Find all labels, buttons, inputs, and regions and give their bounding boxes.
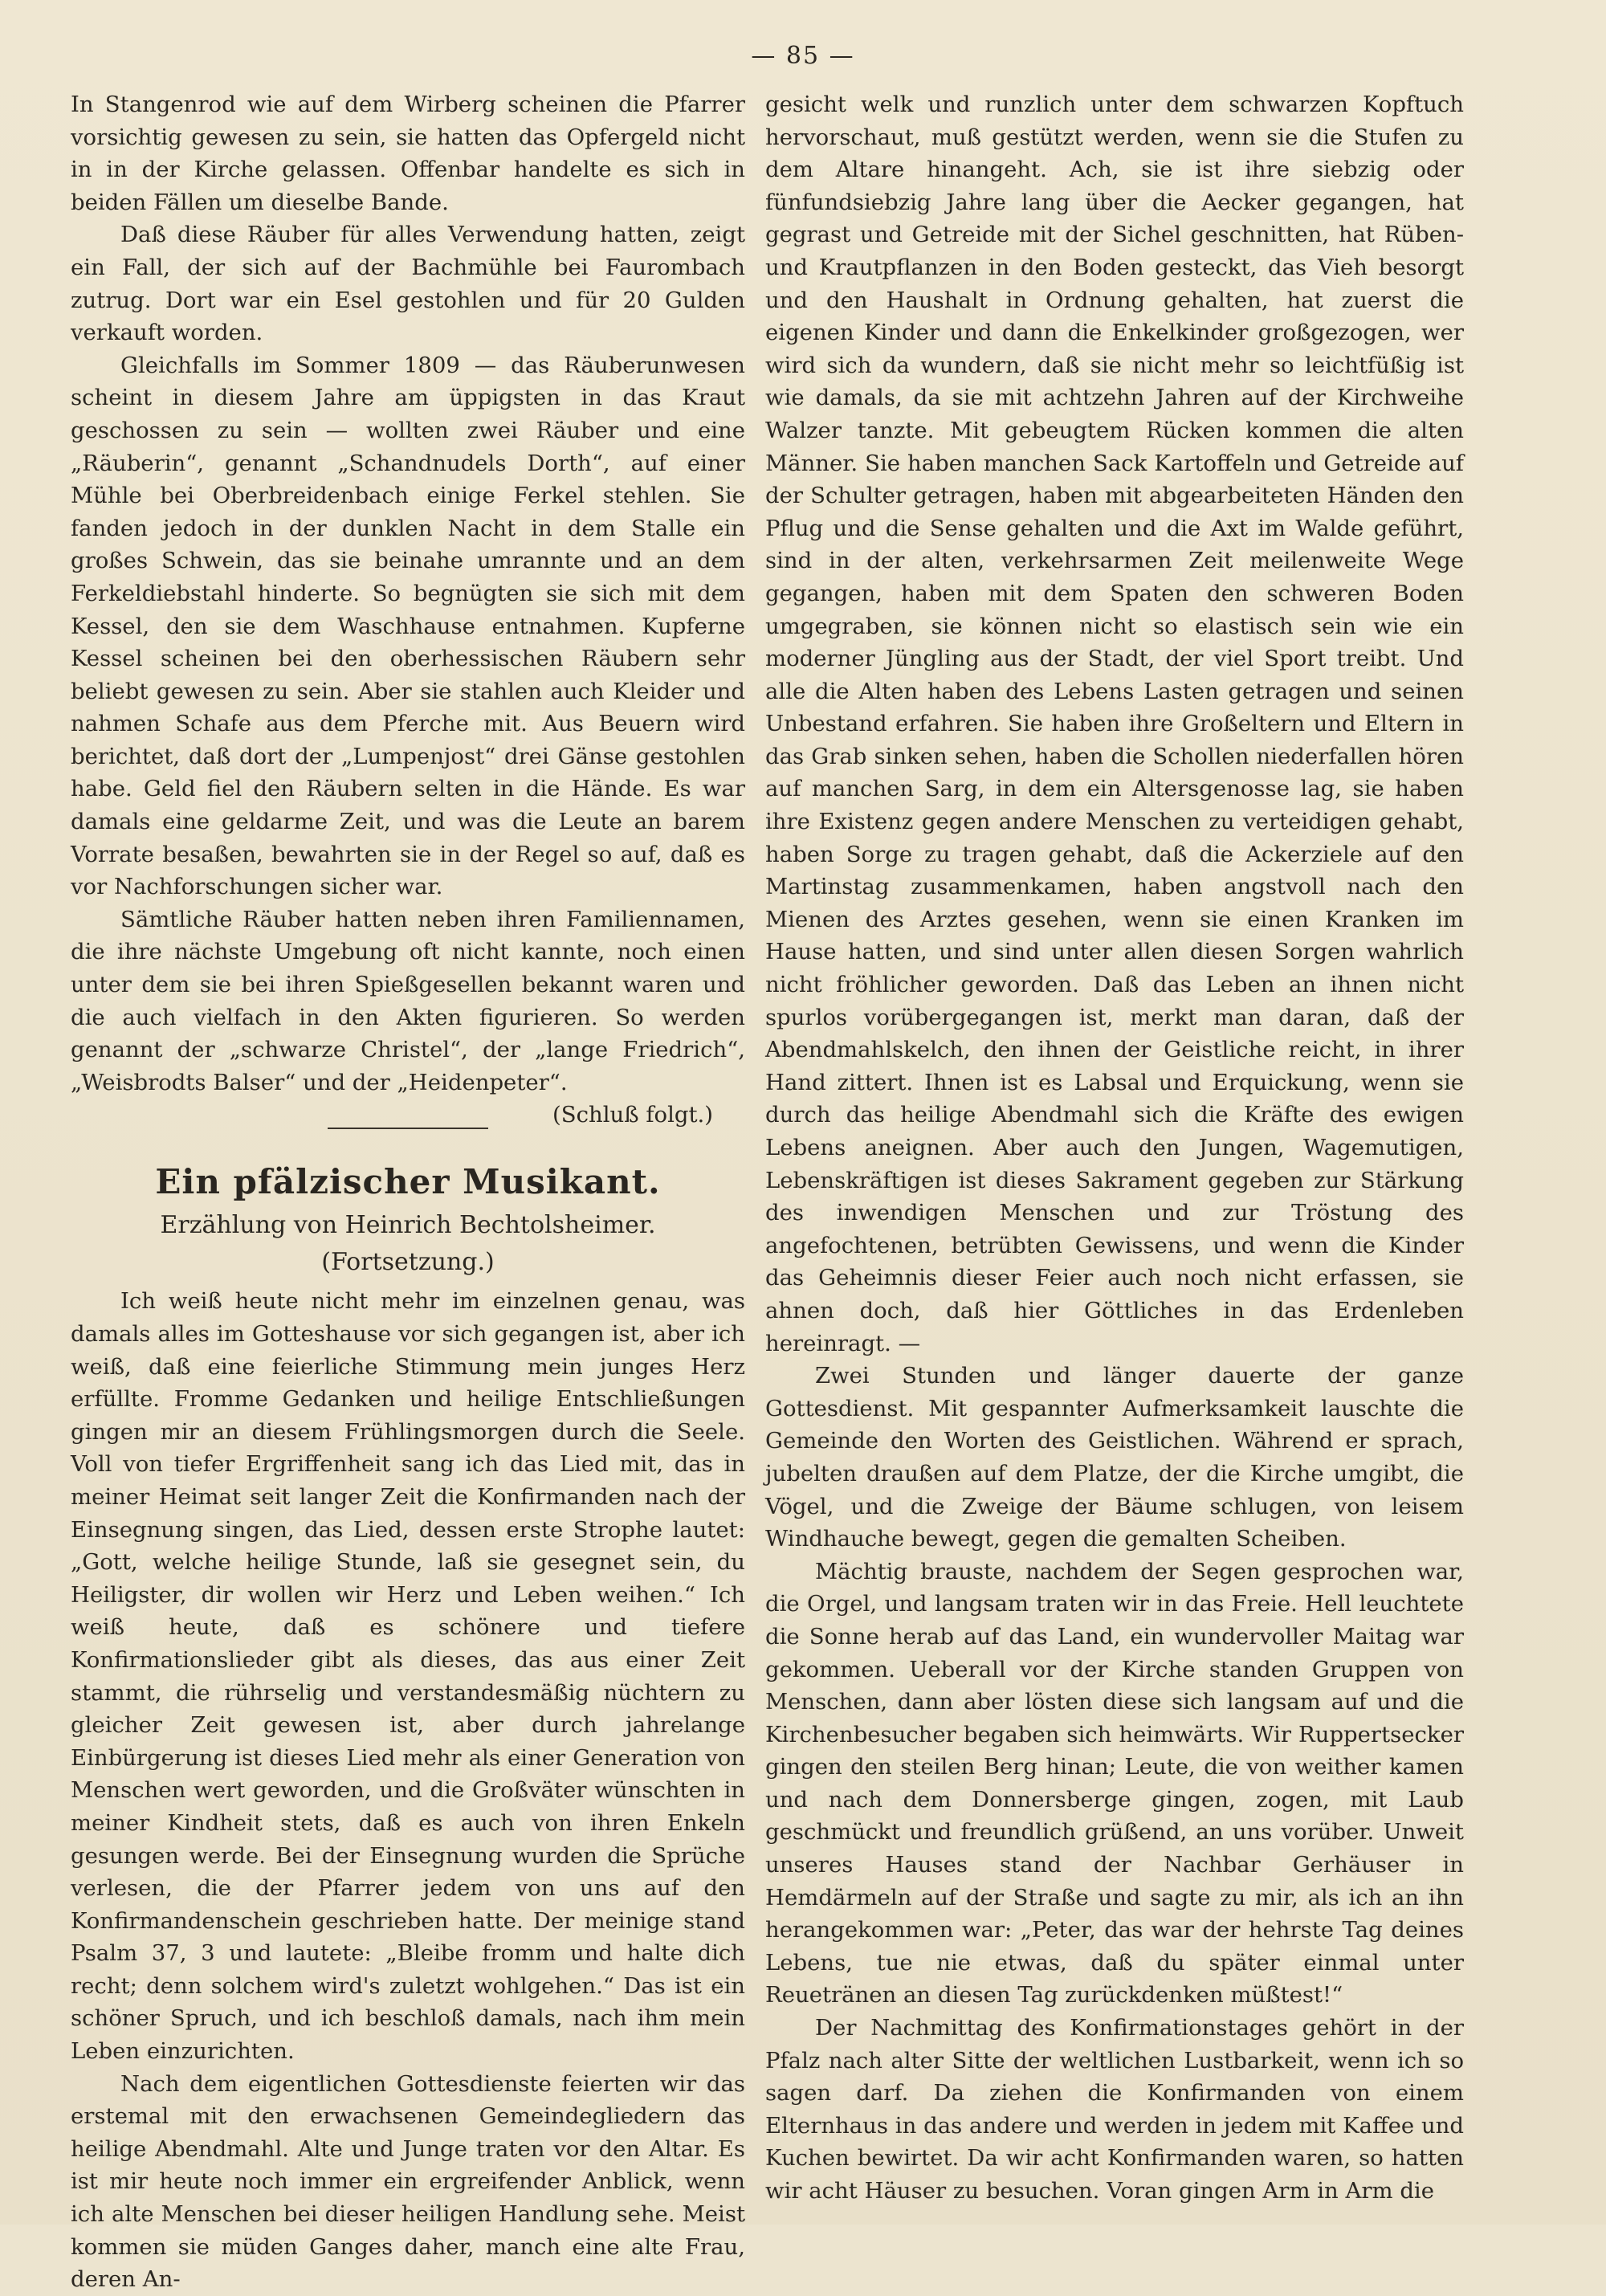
story-byline: Erzählung von Heinrich Bechtolsheimer. bbox=[160, 1211, 656, 1240]
right-column bbox=[765, 88, 1464, 2208]
story-paragraph-old-people: gesicht welk und runzlich unter dem schwarzen Kopftuch hervorschaut, muß gestützt werden, wenn sie die Stufen zu dem Altare hinangeht. Ach, sie ist ihre siebzig oder fünfundsiebzig Jahre lang über die Aecker gegangen, hat gegrast und Getreide mit der Sichel geschnitten, hat Rüben- und Krautpflanzen in den Boden gesteckt, das Vieh besorgt und den Haushalt in Ordnung gehalten, hat zuerst die eigenen Kinder und dann die Enkelkinder großgezogen, wer wird sich da wundern, daß sie nicht mehr so leichtfüßig ist wie damals, da sie mit achtzehn Jahren auf der Kirchweihe Walzer tanzte. Mit gebeugtem Rücken kommen die alten Männer. Sie haben manchen Sack Kartoffeln und Getreide auf der Schulter getragen, haben mit abgearbeiteten Händen den Pflug und die Sense gehalten und die Axt im Walde geführt, sind in der alten, verkehrsarmen Zeit meilenweite Wege gegangen, haben mit dem Spaten den schweren Boden umgegraben, sie können nicht so elastisch sein wie ein moderner Jüngling aus der Stadt, der viel Sport treibt. Und alle die Alten haben des Lebens Lasten getragen und seinen Unbestand erfahren. Sie haben ihre Großeltern und Eltern in das Grab sinken sehen, haben die Schollen niederfallen hören auf manchen Sarg, in dem ein Altersgenosse lag, sie haben ihre Existenz gegen andere Menschen zu verteidigen gehabt, haben Sorge zu tragen gehabt, daß die Ackerziele auf den Martinstag zusammenkamen, haben angstvoll nach den Mienen des Arztes gesehen, wenn sie einen Kranken im Hause hatten, und sind unter allen diesen Sorgen wahrlich nicht fröhlicher geworden. Daß das Leben an ihnen nicht spurlos vorübergegangen ist, merkt man daran, daß der Abendmahlskelch, den ihnen der Geistliche reicht, in ihrer Hand zittert. Ihnen ist es Labsal und Erquickung, wenn sie durch das heilige Abendmahl sich die Kräfte des ewigen Lebens aneignen. Aber auch den Jungen, Wagemutigen, Lebenskräftigen ist dieses Sakrament gegeben zur Stärkung des inwendigen Menschen und zur Tröstung des angefochtenen, betrübten Gewissens, und wenn die Kinder das Geheimnis dieser Feier auch noch nicht erfassen, sie ahnen doch, daß hier Göttliches in das Erdenleben hereinragt. — bbox=[765, 92, 1464, 1356]
story-continuation-label: (Fortsetzung.) bbox=[321, 1248, 495, 1277]
story-paragraph-confirmation: Ich weiß heute nicht mehr im einzelnen genau, was damals alles im Gotteshause vor sich gegangen ist, aber ich weiß, daß eine feierliche Stimmung mein junges Herz erfüllte. Fromme Gedanken und heilige Entschließungen gingen mir an diesem Frühlingsmorgen durch die Seele. Voll von tiefer Ergriffenheit sang ich das Lied mit, das in meiner Heimat seit langer Zeit die Konfirmanden nach der Einsegnung singen, das Lied, dessen erste Strophe lautet: „Gott, welche heilige Stunde, laß sie gesegnet sein, du Heiligster, dir wollen wir Herz und Leben weihen.“ Ich weiß heute, daß es schönere und tiefere Konfirmationslieder gibt als dieses, das aus einer Zeit stammt, die rührselig und verstandesmäßig nüchtern zu gleicher Zeit gewesen ist, aber durch jahrelange Einbürgerung ist dieses Lied mehr als einer Generation von Menschen wert geworden, und die Großväter wünschten in meiner Kindheit stets, daß es auch von ihren Enkeln gesungen werde. Bei der Einsegnung wurden die Sprüche verlesen, die der Pfarrer jedem von uns auf den Konfirmandenschein geschrieben hatte. Der meinige stand Psalm 37, 3 und lautete: „Bleibe fromm und halte dich recht; denn solchem wird's zuletzt wohlgehen.“ Das ist ein schöner Spruch, und ich beschloß damals, nach ihm mein Leben einzurichten. bbox=[71, 1288, 745, 2065]
story-paragraph-service-duration: Zwei Stunden und länger dauerte der ganze Gottesdienst. Mit gespannter Aufmerksamkeit lauschte die Gemeinde den Worten des Geistlichen. Während er sprach, jubelten draußen auf dem Platze, der die Kirche umgibt, die Vögel, und die Zweige der Bäume schlugen, von leisem Windhauche bewegt, gegen die gemalten Scheiben. bbox=[765, 1363, 1464, 1552]
story-paragraph-afternoon: Der Nachmittag des Konfirmationstages gehört in der Pfalz nach alter Sitte der weltlichen Lustbarkeit, wenn ich so sagen darf. Da ziehen die Konfirmanden von einem Elternhaus in das andere und werden in jedem mit Kaffee und Kuchen bewirtet. Da wir acht Konfirmanden waren, so hatten wir acht Häuser zu besuchen. Voran gingen Arm in Arm die bbox=[765, 2015, 1464, 2204]
story-paragraph-communion: Nach dem eigentlichen Gottesdienste feierten wir das erstemal mit den erwachsenen Gemeindegliedern das heilige Abendmahl. Alte und Junge traten vor den Altar. Es ist mir heute noch immer ein ergreifender Anblick, wenn ich alte Menschen bei dieser heiligen Handlung sehe. Meist kommen sie müden Ganges daher, manch eine alte Frau, deren An- bbox=[71, 2070, 745, 2293]
paragraph-robber-nicknames bbox=[71, 903, 745, 1128]
to-be-concluded-note: (Schluß folgt.) bbox=[552, 1102, 713, 1128]
robber-nicknames-text: Sämtliche Räuber hatten neben ihren Familiennamen, die ihre nächste Umgebung oft nicht kannte, noch einen unter dem sie bei ihren Spießgesellen bekannt waren und die auch vielfach in den Akten figurieren. So werden genannt der „schwarze Christel“, der „lange Friedrich“, „Weisbrodts Balser“ und der „Heidenpeter“. bbox=[71, 906, 745, 1095]
paragraph-robbers-stangenrod: In Stangenrod wie auf dem Wirberg scheinen die Pfarrer vorsichtig gewesen zu sein, sie hatten das Opfergeld nicht in in der Kirche gelassen. Offenbar handelte es sich in beiden Fällen um dieselbe Bande. bbox=[71, 92, 745, 215]
left-column bbox=[71, 88, 745, 2296]
story-paragraph-leaving-church: Mächtig brauste, nachdem der Segen gesprochen war, die Orgel, und langsam traten wir in das Freie. Hell leuchtete die Sonne herab auf das Land, ein wundervoller Maitag war gekommen. Ueberall vor der Kirche standen Gruppen von Menschen, dann aber lösten diese sich langsam auf und die Kirchenbesucher begaben sich heimwärts. Wir Ruppertsecker gingen den steilen Berg hinan; Leute, die von weither kamen und nach dem Donnersberge gingen, zogen, mit Laub geschmückt und freundlich grüßend, an uns vorüber. Unweit unseres Hauses stand der Nachbar Gerhäuser in Hemdärmeln auf der Straße und sagte zu mir, als ich an ihn herangekommen war: „Peter, das war der hehrste Tag deines Lebens, tue nie etwas, daß du später einmal unter Reuetränen an diesen Tag zurückdenken müßtest!“ bbox=[765, 1558, 1464, 2008]
article-divider bbox=[328, 1128, 488, 1129]
page-number: — 85 — bbox=[751, 42, 855, 70]
paragraph-robbers-summer-1809: Gleichfalls im Sommer 1809 — das Räuberunwesen scheint in diesem Jahre am üppigsten in das Kraut geschossen zu sein — wollten zwei Räuber und eine „Räuberin“, genannt „Schandnudels Dorth“, auf einer Mühle bei Oberbreidenbach einige Ferkel stehlen. Sie fanden jedoch in der dunklen Nacht in dem Stalle ein großes Schwein, das sie beinahe umrannte und an dem Ferkeldiebstahl hinderte. So begnügten sie sich mit dem Kessel, den sie dem Waschhause entnahmen. Kupferne Kessel scheinen bei den oberhessischen Räubern sehr beliebt gewesen zu sein. Aber sie stahlen auch Kleider und nahmen Schafe aus dem Pferche mit. Aus Beuern wird berichtet, daß dort der „Lumpenjost“ drei Gänse gestohlen habe. Geld fiel den Räubern selten in die Hände. Es war damals eine geldarme Zeit, und was die Leute an barem Vorrate besaßen, bewahrten sie in der Regel so auf, daß es vor Nachforschungen sicher war. bbox=[71, 352, 745, 900]
story-title: Ein pfälzischer Musikant. bbox=[155, 1162, 661, 1202]
paragraph-robbers-bachmuehle: Daß diese Räuber für alles Verwendung hatten, zeigt ein Fall, der sich auf der Bachmühle bei Faurombach zutrug. Dort war ein Esel gestohlen und für 20 Gulden verkauft worden. bbox=[71, 222, 745, 346]
